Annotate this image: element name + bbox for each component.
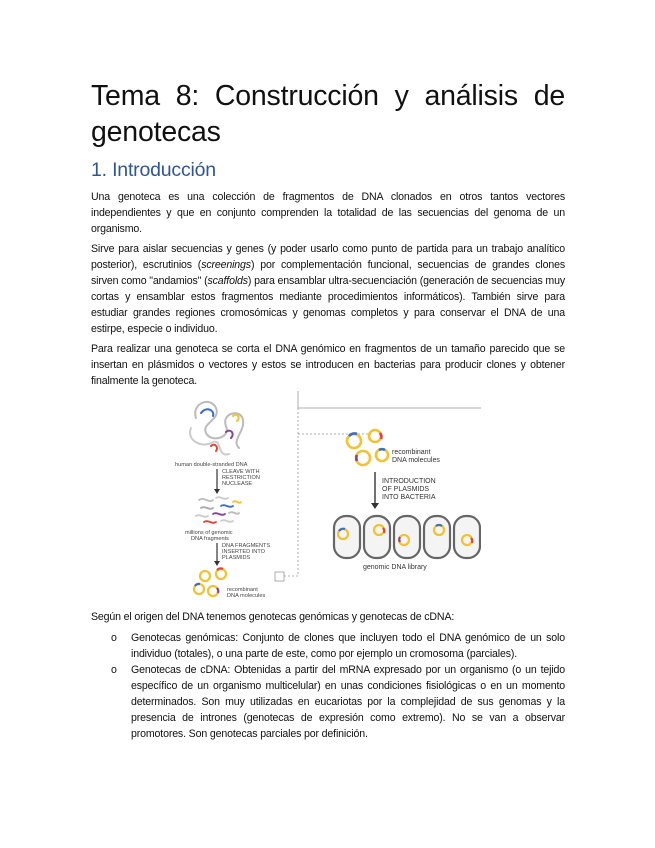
paragraph-text: Para realizar una genoteca se corta el DNA genómico en fragmentos de un tamaño parecido que se insertan en plásmidos o vectores y estos se introducen en bacterias para producir clones y obtener finalmente la genoteca. — [91, 343, 565, 387]
paragraph-uses — [91, 241, 565, 337]
dashed-connector — [284, 408, 298, 576]
label-inserted-2: INSERTED INTO — [222, 549, 265, 555]
arrowhead-icon — [214, 561, 220, 566]
list-item — [111, 630, 565, 662]
bacteria-library-icon — [334, 516, 480, 558]
small-box — [275, 572, 284, 581]
arrowhead-icon — [371, 503, 379, 509]
paragraph-text: Sirve para aislar secuencias y genes (y poder usarlo como punto de partida para un trabajo analítico posterior), escrutinios ( — [91, 243, 565, 271]
dna-fragments-icon — [196, 497, 241, 523]
label-inserted-3: PLASMIDS — [222, 555, 251, 561]
bullet-icon: o — [111, 664, 117, 676]
label-millions-2: DNA fragments — [191, 536, 229, 542]
italic-term-screenings: screenings — [201, 259, 251, 271]
list-item — [111, 662, 565, 742]
list-item-text: Genotecas de cDNA: Obtenidas a partir del mRNA expresado por un organismo (o un tejido específico de un organismo multicelular) en unas condiciones fisiológicas o en un momento determinados. Son muy utilizadas en eucariotas por la complejidad de sus genomas y la presencia de intrones (genotecas de expresión como extremo). No se van a observar promotores. Son genotecas parciales por definición. — [131, 664, 565, 740]
paragraph-text: Según el origen del DNA tenemos genotecas genómicas y genotecas de cDNA: — [91, 611, 455, 623]
label-recomb-small-2: DNA molecules — [227, 593, 266, 599]
label-intro-2: OF PLASMIDS — [382, 486, 430, 493]
label-recomb-1: recombinant — [392, 449, 431, 456]
label-human-dna: human double-stranded DNA — [175, 462, 248, 468]
paragraph-text: ) para ensamblar ultra-secuenciación (generación de secuencias muy cortas y ensamblar estos fragmentos mediante procedimientos informáticos). También sirve para estudiar grandes regiones cromosómicas y genomas completos y para conservar el DNA de una estirpe, especie o individuo. — [91, 275, 565, 335]
label-cleave-3: NUCLEASE — [222, 481, 253, 487]
paragraph-definition — [91, 189, 565, 237]
plasmids-small-icon — [194, 568, 226, 596]
label-recomb-2: DNA molecules — [392, 457, 440, 464]
label-cleave-2: RESTRICTION — [222, 475, 260, 481]
plasmids-large-icon — [347, 430, 388, 465]
paragraph-text: Una genoteca es una colección de fragmentos de DNA clonados en otros tantos vectores independientes y que en conjunto comprenden la totalidad de las secuencias del genoma de un organismo. — [91, 191, 565, 235]
section-heading: 1. Introducción — [91, 159, 216, 181]
arrowhead-icon — [214, 489, 220, 494]
paragraph-text: ) por complementación funcional, secuencias de grandes clones sirven como "andamios" ( — [91, 259, 566, 287]
list-item-text: Genotecas genómicas: Conjunto de clones que incluyen todo el DNA genómico de un solo individuo (totales), o una parte de este, como por ejemplo un cromosoma (parciales). — [131, 632, 565, 660]
page-title: Tema 8: Construcción y análisis de genotecas — [91, 80, 565, 148]
library-types-list — [111, 630, 565, 742]
label-cleave-1: CLEAVE WITH — [222, 469, 260, 475]
dna-tangle-icon — [190, 402, 243, 455]
label-inserted-1: DNA FRAGMENTS — [222, 543, 271, 549]
bracket-line-top — [298, 391, 481, 408]
paragraph-procedure — [91, 341, 565, 389]
italic-term-scaffolds: scaffolds — [207, 275, 248, 287]
label-intro-3: INTO BACTERIA — [382, 494, 436, 501]
label-intro-1: INTRODUCTION — [382, 478, 436, 485]
label-millions-1: millions of genomic — [185, 530, 233, 536]
genomic-library-figure — [171, 388, 481, 603]
label-library: genomic DNA library — [363, 564, 427, 571]
label-recomb-small-1: recombinant — [227, 587, 258, 593]
bullet-icon: o — [111, 632, 117, 644]
paragraph-types-intro — [91, 609, 565, 625]
